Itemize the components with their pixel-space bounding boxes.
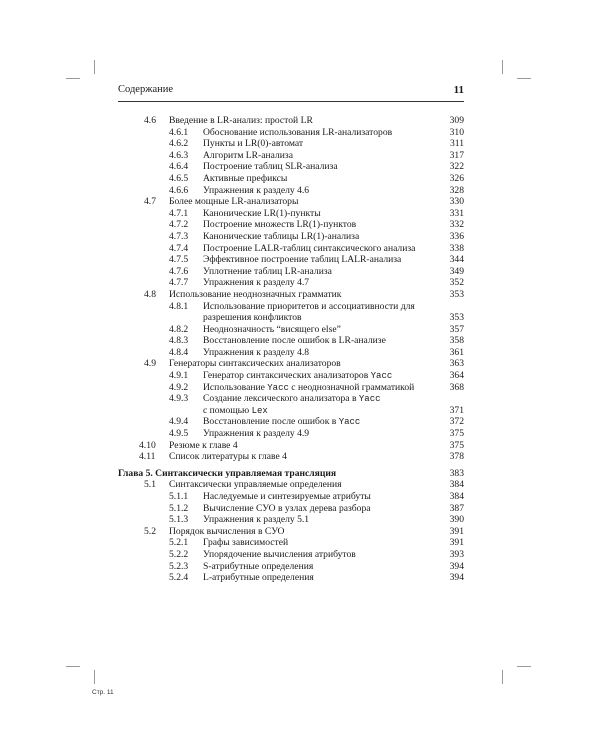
toc-section-title: Эффективное построение таблиц LALR-анализа [203, 254, 402, 266]
toc-page-number: 394 [449, 560, 464, 572]
toc-section-title: разрешения конфликтов [203, 312, 302, 324]
toc-row [118, 503, 464, 515]
toc-section-number: 4.9.1 [169, 370, 189, 382]
toc-page-number: 338 [449, 242, 464, 254]
toc-row [118, 370, 464, 382]
toc-row [118, 312, 464, 324]
toc-row [118, 173, 464, 185]
toc-row [118, 196, 464, 208]
crop-mark [94, 60, 95, 74]
toc-page-number: 363 [449, 358, 464, 370]
toc-section-number: 4.7 [144, 196, 156, 208]
toc-section-title: Создание лексического анализатора в Yacc [203, 393, 381, 405]
toc-row [118, 324, 464, 336]
toc-page-number: 357 [449, 323, 464, 335]
toc-section-title: Вычисление СУО в узлах дерева разбора [203, 502, 371, 514]
toc-row [118, 138, 464, 150]
toc-section-number: 4.10 [139, 439, 156, 451]
toc-section-title: Алгоритм LR-анализа [203, 149, 293, 161]
toc-section-title: Упражнения к разделу 4.9 [203, 428, 310, 440]
toc-row [118, 537, 464, 549]
toc-section-title: Пункты и LR(0)-автомат [203, 138, 304, 150]
toc-row [118, 526, 464, 538]
toc-page-number: 330 [449, 196, 464, 208]
toc-section-title: Упражнения к разделу 4.8 [203, 346, 310, 358]
toc-page-number: 378 [449, 451, 464, 463]
toc-row [118, 243, 464, 255]
toc-row [118, 572, 464, 584]
toc-section-title: Синтаксически управляемые определения [169, 479, 342, 491]
toc-row [118, 254, 464, 266]
toc-chapter-row [118, 468, 464, 480]
toc-section-number: 4.6.3 [169, 149, 189, 161]
toc-section-number: 4.9.4 [169, 416, 189, 428]
toc-section-title: Построение множеств LR(1)-пунктов [203, 219, 357, 231]
toc-section-title: Резюме к главе 4 [169, 439, 238, 451]
toc-section-title: S-атрибутные определения [203, 560, 314, 572]
toc-page-number: 384 [449, 491, 464, 502]
toc-section-number: 4.9.2 [169, 381, 189, 393]
toc-section-title: Построение таблиц SLR-анализа [203, 161, 338, 173]
toc-row [118, 150, 464, 162]
table-of-contents [118, 115, 464, 584]
toc-page-number: 344 [449, 254, 464, 266]
toc-section-title: Построение LALR-таблиц синтаксического анализа [203, 242, 416, 254]
toc-row [118, 428, 464, 440]
toc-section-title: Упражнения к разделу 4.7 [203, 277, 310, 289]
toc-section-number: 5.2 [144, 525, 156, 537]
toc-row [118, 301, 464, 313]
toc-row [118, 405, 464, 417]
toc-page-number: 353 [449, 288, 464, 300]
toc-page-number: 322 [449, 161, 464, 173]
toc-section-title: Список литературы к главе 4 [169, 451, 287, 463]
toc-page-number: 371 [449, 404, 464, 416]
toc-page-number: 390 [449, 514, 464, 526]
crop-mark [94, 670, 95, 684]
page-footer-label: Стр. 11 [92, 689, 114, 696]
toc-page-number: 328 [449, 184, 464, 196]
toc-row [118, 347, 464, 359]
toc-section-title: Наследуемые и синтезируемые атрибуты [203, 491, 371, 502]
toc-row [118, 479, 464, 491]
toc-row [118, 219, 464, 231]
toc-row [118, 335, 464, 347]
crop-mark [502, 670, 503, 684]
toc-page-number: 391 [449, 537, 464, 549]
toc-section-title: Порядок вычисления в СУО [169, 525, 285, 537]
crop-mark [66, 666, 80, 667]
toc-section-number: 4.11 [139, 451, 156, 463]
toc-section-number: 4.8.2 [169, 323, 189, 335]
toc-row [118, 491, 464, 503]
toc-row [118, 382, 464, 394]
toc-section-title: Канонические таблицы LR(1)-анализа [203, 230, 360, 242]
toc-page-number: 309 [449, 115, 464, 126]
toc-section-title: Канонические LR(1)-пункты [203, 207, 321, 219]
toc-page-number: 391 [449, 525, 464, 537]
toc-row [118, 514, 464, 526]
toc-section-number: 5.2.1 [169, 537, 189, 549]
toc-row [118, 185, 464, 197]
crop-mark [502, 60, 503, 74]
toc-row [118, 161, 464, 173]
toc-row [118, 208, 464, 220]
toc-section-title: L-атрибутные определения [203, 572, 314, 584]
toc-section-number: 5.2.2 [169, 548, 189, 560]
header-page-number: 11 [453, 84, 464, 96]
toc-section-number: 4.7.1 [169, 207, 189, 219]
toc-page-number: 331 [449, 207, 464, 219]
toc-section-number: 4.9 [144, 358, 156, 370]
toc-section-title: с помощью Lex [203, 404, 268, 416]
toc-section-number: 4.8.4 [169, 346, 189, 358]
toc-section-number: 4.8.1 [169, 300, 189, 312]
toc-section-number: 5.2.3 [169, 560, 189, 572]
toc-row [118, 266, 464, 278]
toc-section-number: 4.8.3 [169, 335, 189, 347]
toc-row [118, 358, 464, 370]
toc-row [118, 549, 464, 561]
running-header [118, 84, 464, 98]
toc-section-title: Обоснование использования LR-анализаторов [203, 126, 393, 138]
toc-section-title: Использование приоритетов и ассоциативности для [203, 300, 415, 312]
toc-section-number: 4.7.7 [169, 277, 189, 289]
crop-mark [66, 78, 80, 79]
toc-section-title: Введение в LR-анализ: простой LR [169, 115, 313, 126]
toc-page-number: 349 [449, 265, 464, 277]
toc-section-number: 4.8 [144, 288, 156, 300]
toc-section-title: Восстановление после ошибок в LR-анализе [203, 335, 386, 347]
toc-section-title: Более мощные LR-анализаторы [169, 196, 299, 208]
toc-section-number: 4.7.5 [169, 254, 189, 266]
toc-section-title: Неоднозначность “висящего else” [203, 323, 341, 335]
toc-page-number: 358 [449, 335, 464, 347]
toc-section-number: 4.7.2 [169, 219, 189, 231]
toc-section-title: Генератор синтаксических анализаторов Yacc [203, 370, 393, 382]
toc-section-number: 5.1 [144, 479, 156, 491]
toc-row [118, 393, 464, 405]
toc-section-title: Графы зависимостей [203, 537, 289, 549]
toc-page-number: 317 [449, 149, 464, 161]
toc-row [118, 561, 464, 573]
toc-row [118, 289, 464, 301]
toc-section-number: 4.6.6 [169, 184, 189, 196]
toc-page-number: 375 [449, 439, 464, 451]
toc-page-number: 311 [449, 138, 464, 150]
toc-row [118, 231, 464, 243]
toc-page-number: 310 [449, 126, 464, 138]
toc-page-number: 368 [449, 381, 464, 393]
toc-page-number: 393 [449, 548, 464, 560]
toc-section-number: 4.9.5 [169, 428, 189, 440]
toc-section-title: Восстановление после ошибок в Yacc [203, 416, 361, 428]
toc-row [118, 416, 464, 428]
toc-page-number: 372 [449, 416, 464, 428]
toc-section-title: Использование Yacc с неоднозначной грамматикой [203, 381, 415, 393]
toc-section-number: 4.7.6 [169, 265, 189, 277]
toc-section-title: Активные префиксы [203, 172, 288, 184]
toc-section-title: Использование неоднозначных грамматик [169, 288, 342, 300]
toc-page-number: 352 [449, 277, 464, 289]
toc-section-number: 4.7.4 [169, 242, 189, 254]
toc-section-number: 4.6 [144, 115, 156, 126]
header-title: Содержание [118, 84, 174, 95]
toc-row [118, 127, 464, 139]
toc-section-number: 5.1.1 [169, 491, 189, 502]
toc-page-number: 364 [449, 370, 464, 382]
header-rule [118, 101, 464, 102]
toc-section-number: 4.6.1 [169, 126, 189, 138]
toc-page-number: 332 [449, 219, 464, 231]
toc-section-number: 5.2.4 [169, 572, 189, 584]
toc-page-number: 394 [449, 572, 464, 584]
toc-row [118, 451, 464, 463]
toc-row [118, 277, 464, 289]
toc-page-number: 383 [449, 467, 464, 479]
toc-section-title: Упорядочение вычисления атрибутов [203, 548, 356, 560]
toc-row [118, 440, 464, 452]
toc-section-number: 5.1.3 [169, 514, 189, 526]
toc-page-number: 326 [449, 172, 464, 184]
toc-page-number: 361 [449, 346, 464, 358]
toc-section-title: Генераторы синтаксических анализаторов [169, 358, 341, 370]
crop-mark [517, 78, 531, 79]
toc-page-number: 336 [449, 230, 464, 242]
toc-section-title: Глава 5. Синтаксически управляемая трансляция [118, 467, 337, 479]
toc-section-number: 4.7.3 [169, 230, 189, 242]
toc-row [118, 115, 464, 127]
toc-section-number: 4.9.3 [169, 393, 189, 405]
toc-section-title: Уплотнение таблиц LR-анализа [203, 265, 332, 277]
toc-page-number: 384 [449, 479, 464, 491]
toc-page-number: 387 [449, 502, 464, 514]
toc-section-number: 5.1.2 [169, 502, 189, 514]
toc-section-number: 4.6.2 [169, 138, 189, 150]
toc-section-title: Упражнения к разделу 5.1 [203, 514, 310, 526]
crop-mark [517, 666, 531, 667]
toc-page-number: 375 [449, 428, 464, 440]
toc-section-title: Упражнения к разделу 4.6 [203, 184, 310, 196]
toc-section-number: 4.6.5 [169, 172, 189, 184]
toc-page-number: 353 [449, 312, 464, 324]
toc-section-number: 4.6.4 [169, 161, 189, 173]
